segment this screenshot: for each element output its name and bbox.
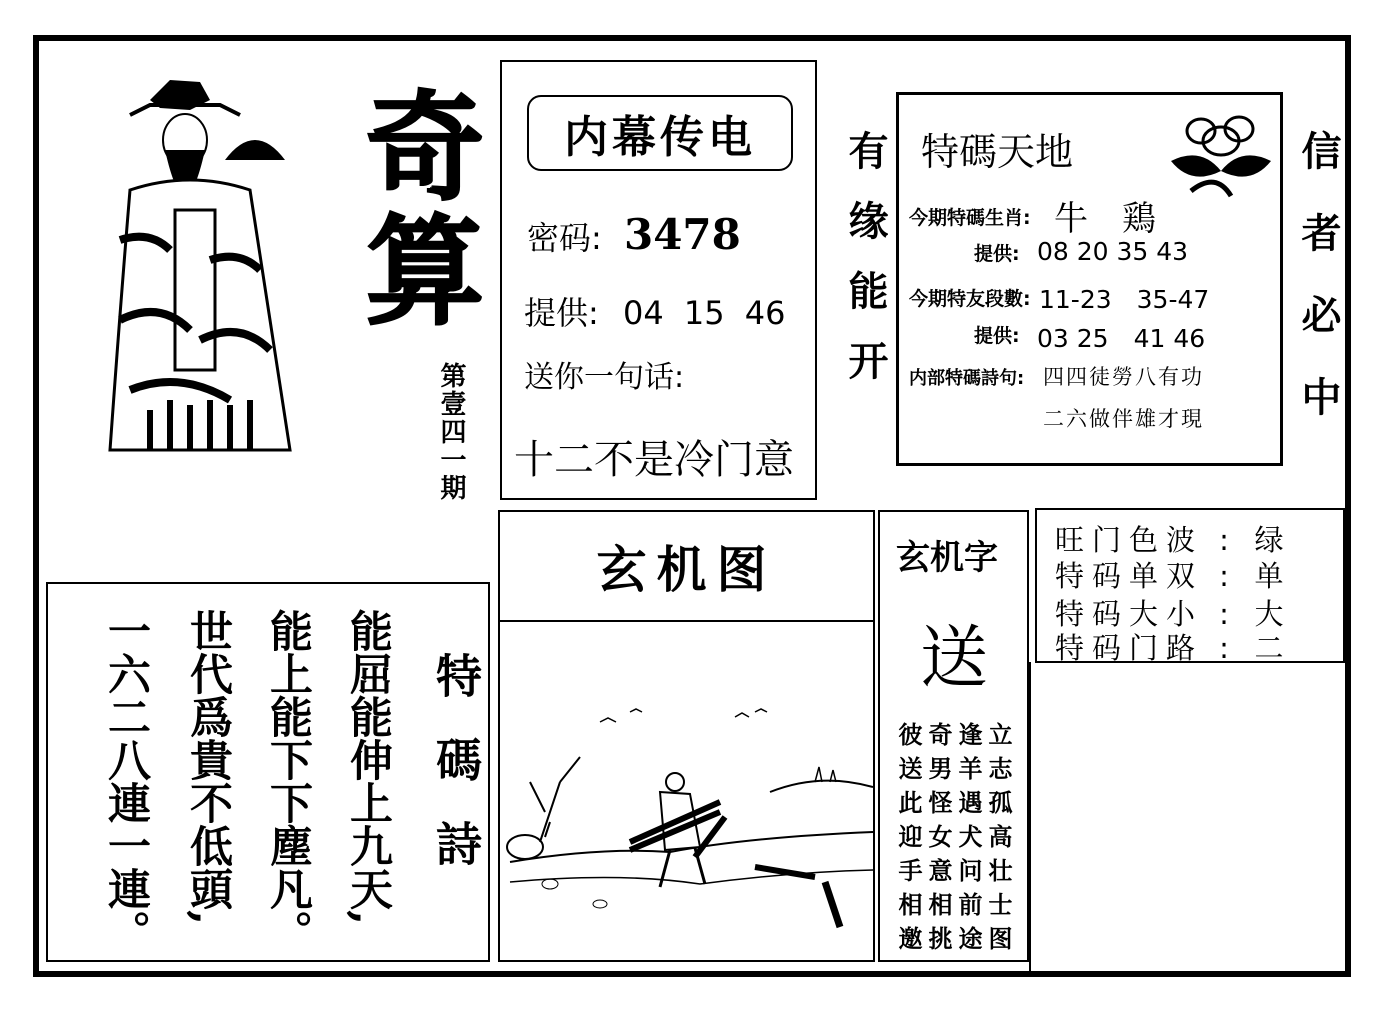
poem-title — [423, 652, 489, 908]
mystery-col-2-text: 逢羊遇犬问前途 — [954, 722, 982, 960]
wave-row-2-value: 单 — [1254, 559, 1284, 593]
zodiac-value: 牛 鶏 — [1054, 199, 1156, 239]
wave-row-3-c3: 大 — [1128, 597, 1158, 631]
provide-value: 04 15 46 — [622, 294, 786, 332]
mystery-col-4-text: 彼送此迎手相邀 — [894, 722, 922, 960]
mystery-word-box — [878, 510, 1029, 962]
poem-line1: 四四徒勞八有功 — [1043, 365, 1204, 389]
fate-column-text: 有缘能开 — [842, 130, 888, 410]
flower-icon — [1161, 101, 1281, 206]
mystery-scene — [500, 622, 873, 960]
wave-row-1-colon: : — [1219, 523, 1229, 557]
provide-row — [524, 288, 785, 334]
password-value: 3478 — [623, 210, 741, 259]
wave-row-4-c2: 码 — [1091, 631, 1121, 665]
poem-col-2-text: 能上能下下塵凡。 — [263, 609, 313, 953]
wave-table — [1035, 508, 1345, 663]
wave-row-3-c2: 码 — [1091, 597, 1121, 631]
issue-title-text: 奇算 — [346, 85, 484, 333]
poem-col-3-text: 世代爲貴不低頭, — [183, 609, 233, 925]
wave-row-1-c3: 色 — [1128, 523, 1158, 557]
mystery-col-1-text: 立志孤高壮士图 — [984, 722, 1012, 960]
mystery-col-1 — [986, 722, 1010, 964]
poem-label: 内部特碼詩句: — [909, 368, 1025, 389]
inside-news-box — [500, 60, 817, 500]
mystery-col-4 — [896, 722, 920, 964]
provide2-value: 03 25 41 46 — [1037, 324, 1206, 353]
wave-row-4-value: 二 — [1254, 631, 1284, 665]
wave-row-1-c1: 旺 — [1054, 523, 1084, 557]
special-world-title: 特碼天地 — [921, 130, 1074, 174]
wave-row-3-value: 大 — [1254, 597, 1284, 631]
wave-row-2-c3: 单 — [1128, 559, 1158, 593]
wave-row-4-c3: 门 — [1128, 631, 1158, 665]
wave-row-1 — [1051, 518, 1289, 559]
mystery-col-3 — [926, 722, 950, 964]
wave-row-2-c2: 码 — [1091, 559, 1121, 593]
wave-row-3-colon: : — [1219, 597, 1229, 631]
provide1-label: 提供: — [974, 243, 1020, 265]
poem-col-1 — [343, 609, 393, 929]
sentence: 十二不是冷门意 — [514, 437, 794, 483]
poem-col-4-text: 一六二八連一連。 — [101, 609, 151, 953]
issue-number — [433, 362, 481, 506]
believers-column-text: 信者必中 — [1295, 130, 1341, 458]
inside-news-title-frame — [527, 95, 793, 171]
wave-row-2 — [1051, 554, 1289, 595]
deity-illustration — [90, 60, 310, 460]
range-label: 今期特友段數: — [909, 288, 1031, 310]
password-row — [527, 210, 741, 259]
wave-row-4 — [1051, 626, 1289, 667]
wave-row-1-c2: 门 — [1091, 523, 1121, 557]
wave-row-1-c4: 波 — [1165, 523, 1195, 557]
mystery-word: 送 — [920, 619, 989, 698]
mystery-picture-header — [500, 512, 873, 622]
wave-row-2-c4: 双 — [1165, 559, 1195, 593]
wave-row-2-colon: : — [1219, 559, 1229, 593]
issue-title — [340, 85, 490, 355]
poem-box — [46, 582, 490, 962]
wave-row-4-c4: 路 — [1165, 631, 1195, 665]
fate-column — [837, 130, 888, 414]
wave-row-1-value: 绿 — [1254, 523, 1284, 557]
believers-column — [1290, 130, 1341, 462]
mystery-word-title: 玄机字 — [896, 538, 998, 578]
zodiac-label: 今期特碼生肖: — [909, 207, 1031, 229]
say-label: 送你一句话: — [524, 360, 685, 395]
mystery-col-3-text: 奇男怪女意相挑 — [924, 722, 952, 960]
wave-row-3-c1: 特 — [1054, 597, 1084, 631]
wave-row-4-colon: : — [1219, 631, 1229, 665]
wave-row-2-c1: 特 — [1054, 559, 1084, 593]
poem-col-2 — [263, 609, 313, 957]
mystery-picture-box — [498, 510, 875, 962]
range-value: 11-23 35-47 — [1039, 285, 1210, 314]
issue-number-text: 第壹四一期 — [436, 362, 466, 502]
poem-col-3 — [183, 609, 233, 929]
mystery-picture-title: 玄机图 — [596, 541, 777, 599]
wave-row-3-c4: 小 — [1165, 597, 1195, 631]
mystery-col-2 — [956, 722, 980, 964]
provide2-label: 提供: — [974, 325, 1020, 347]
provide1-value: 08 20 35 43 — [1037, 237, 1189, 266]
poem-col-1-text: 能屈能伸上九天, — [343, 609, 393, 925]
poem-line2: 二六做伴雄才現 — [1043, 407, 1204, 431]
poem-col-4 — [101, 609, 151, 957]
inside-news-title: 内幕传电 — [564, 112, 756, 163]
password-label: 密码: — [527, 219, 602, 257]
empty-panel — [1029, 662, 1351, 972]
special-world-box — [896, 92, 1283, 466]
poem-title-text: 特碼詩 — [429, 652, 483, 904]
provide-label: 提供: — [524, 294, 599, 332]
wave-row-4-c1: 特 — [1054, 631, 1084, 665]
